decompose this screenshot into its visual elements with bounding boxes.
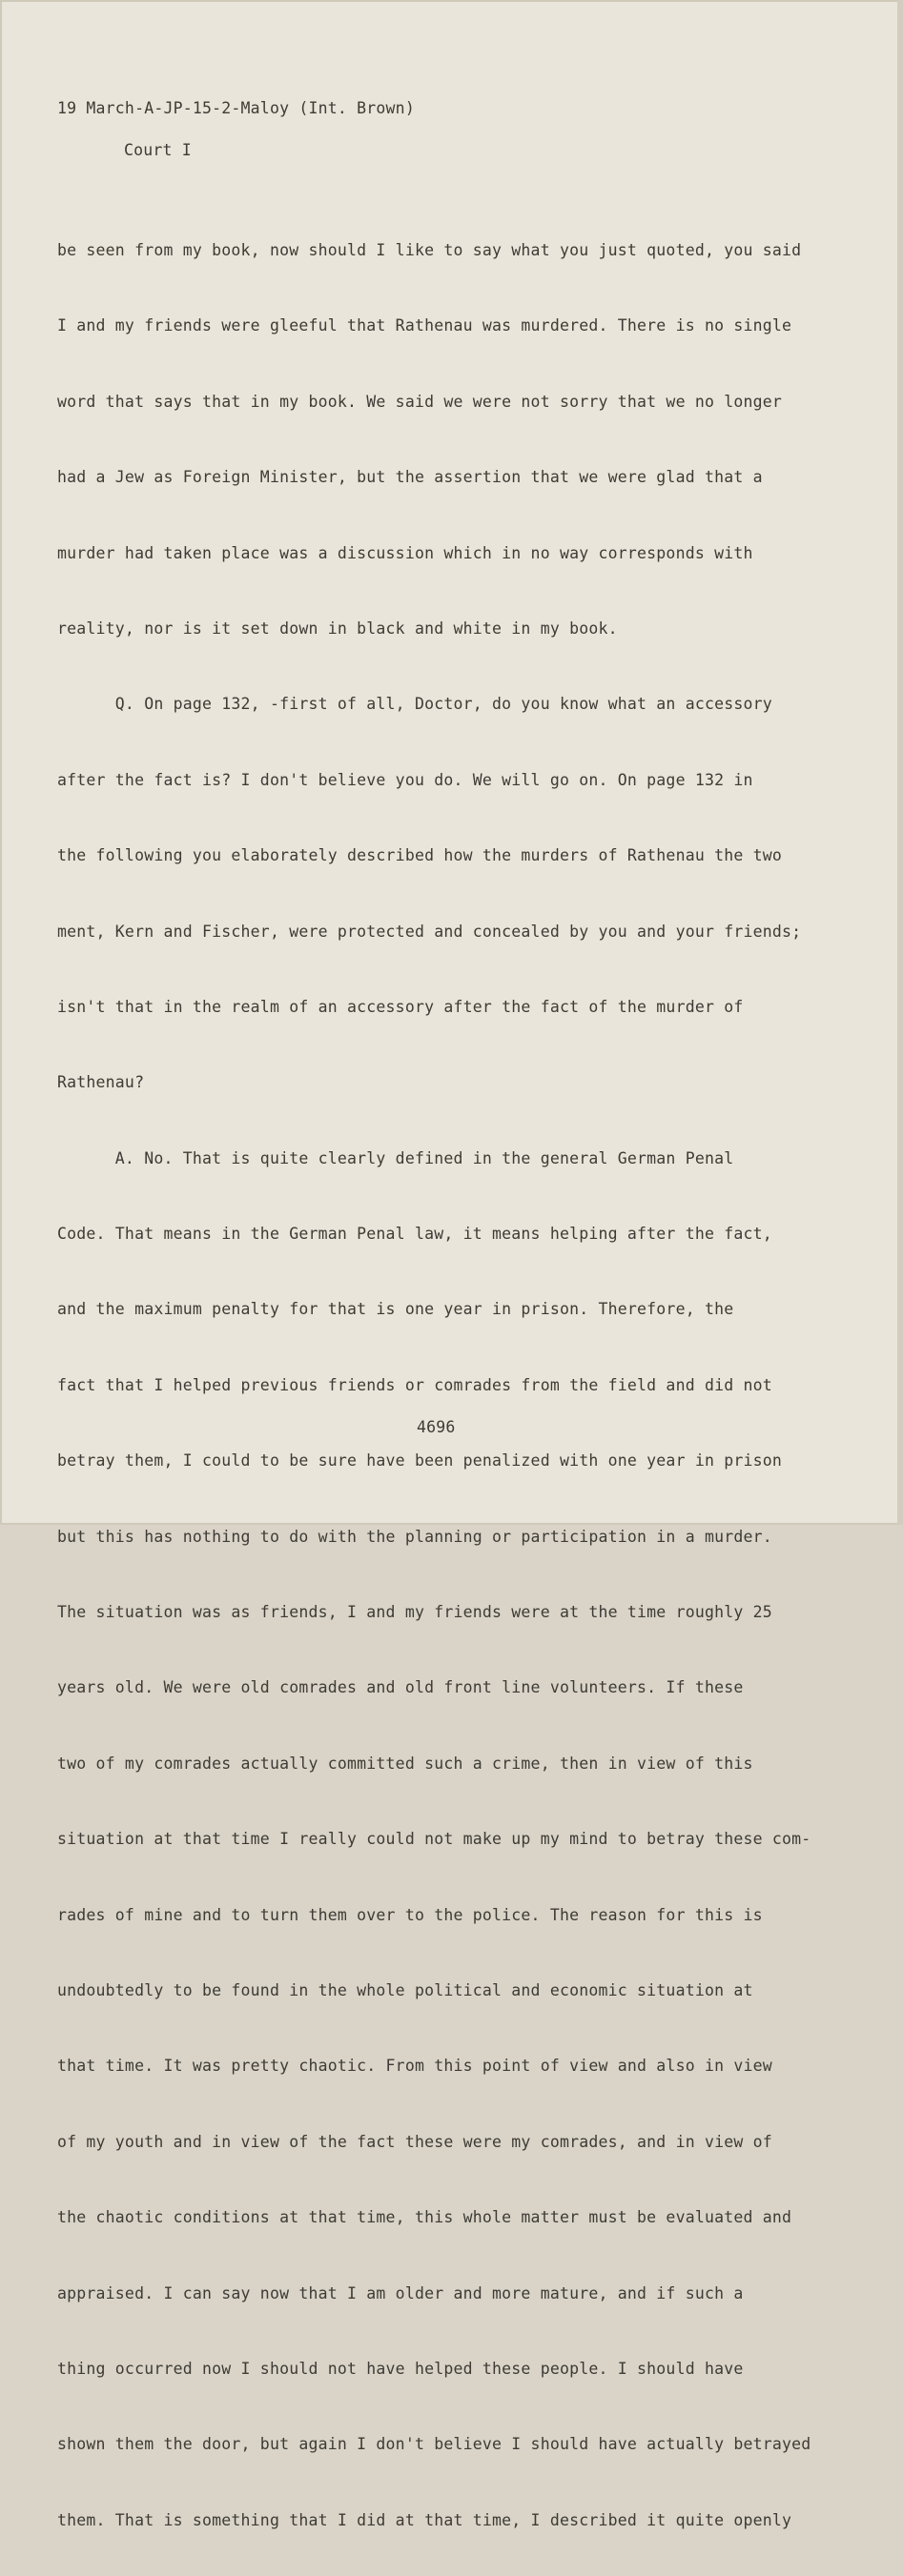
transcript-line: years old. We were old comrades and old front line volunteers. If these	[57, 1678, 744, 1697]
transcript-line: had a Jew as Foreign Minister, but the assertion that we were glad that a	[57, 468, 763, 487]
page-number: 4696	[417, 1418, 456, 1436]
transcript-line: that time. It was pretty chaotic. From this point of view and also in view	[57, 2057, 772, 2076]
transcript-line: word that says that in my book. We said we were not sorry that we no longer	[57, 392, 783, 411]
transcript-line: of my youth and in view of the fact these were my comrades, and in view of	[57, 2132, 772, 2151]
document-header: 19 March-A-JP-15-2-Maloy (Int. Brown)	[57, 99, 415, 117]
transcript-line: but this has nothing to do with the planning or participation in a murder.	[57, 1527, 772, 1546]
transcript-line: ment, Kern and Fischer, were protected and concealed by you and your friends;	[57, 922, 802, 941]
transcript-line: situation at that time I really could not make up my mind to betray these com-	[57, 1830, 811, 1849]
transcript-line: rades of mine and to turn them over to the police. The reason for this is	[57, 1905, 763, 1924]
transcript-line: the following you elaborately described how the murders of Rathenau the two	[57, 846, 783, 865]
transcript-line: and the maximum penalty for that is one year in prison. Therefore, the	[57, 1300, 734, 1319]
transcript-line: reality, nor is it set down in black and white in my book.	[57, 619, 618, 638]
transcript-line: the chaotic conditions at that time, this whole matter must be evaluated and	[57, 2208, 792, 2227]
transcript-line: murder had taken place was a discussion which in no way corresponds with	[57, 543, 753, 562]
court-label: Court I	[124, 141, 192, 159]
transcript-body	[57, 194, 811, 2576]
transcript-line: undoubtedly to be found in the whole political and economic situation at	[57, 1980, 753, 1999]
transcript-line: them. That is something that I did at that time, I described it quite openly	[57, 2510, 792, 2529]
transcript-line: be seen from my book, now should I like to say what you just quoted, you said	[57, 241, 802, 259]
transcript-line: fact that I helped previous friends or comrades from the field and did not	[57, 1375, 772, 1394]
transcript-line: The situation was as friends, I and my friends were at the time roughly 25	[57, 1603, 772, 1622]
transcript-line: shown them the door, but again I don't believe I should have actually betrayed	[57, 2435, 811, 2454]
page-edge	[897, 0, 903, 1525]
transcript-line: two of my comrades actually committed such a crime, then in view of this	[57, 1754, 753, 1773]
transcript-line: isn't that in the realm of an accessory after the fact of the murder of	[57, 997, 744, 1016]
transcript-line: I and my friends were gleeful that Rathenau was murdered. There is no single	[57, 316, 792, 335]
transcript-line: appraised. I can say now that I am older and more mature, and if such a	[57, 2283, 744, 2302]
transcript-line: Rathenau?	[57, 1073, 145, 1092]
transcript-line: thing occurred now I should not have helped these people. I should have	[57, 2359, 744, 2378]
transcript-line: Q. On page 132, -first of all, Doctor, do you know what an accessory	[57, 695, 772, 714]
transcript-line: after the fact is? I don't believe you do. We will go on. On page 132 in	[57, 770, 753, 789]
transcript-line: betray them, I could to be sure have been penalized with one year in prison	[57, 1451, 783, 1471]
transcript-line: A. No. That is quite clearly defined in the general German Penal	[57, 1148, 734, 1167]
transcript-line: Code. That means in the German Penal law, it means helping after the fact,	[57, 1225, 772, 1244]
